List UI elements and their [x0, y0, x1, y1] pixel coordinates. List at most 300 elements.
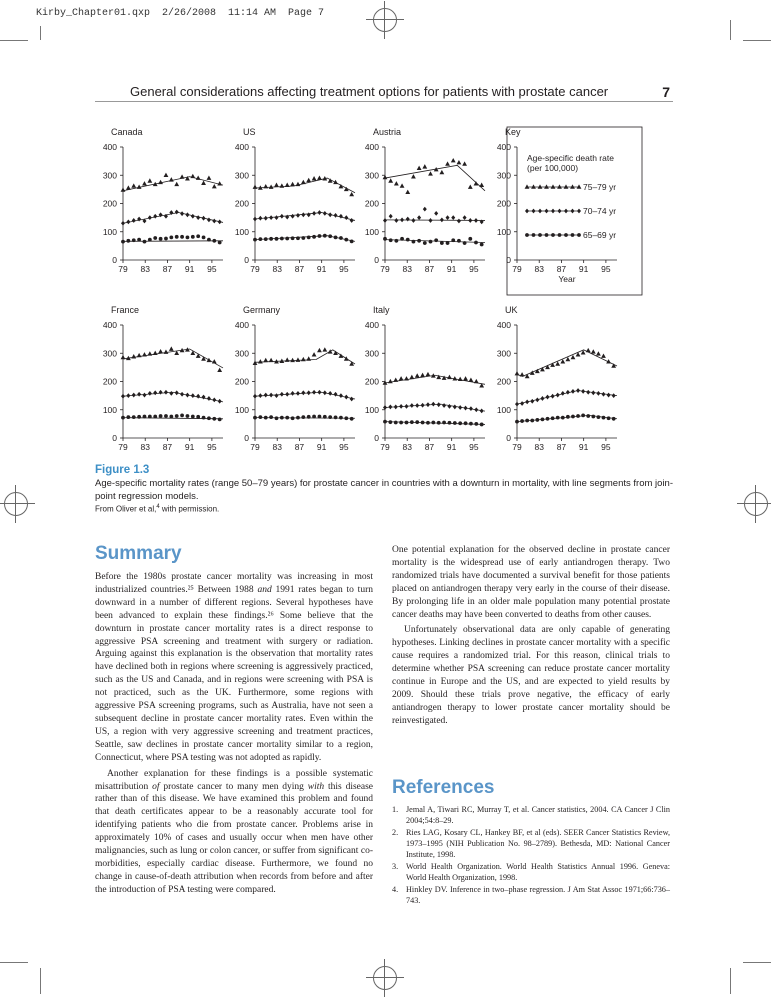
data-point	[269, 415, 273, 419]
data-point	[426, 372, 431, 376]
data-point	[153, 390, 157, 395]
data-point	[339, 214, 343, 219]
registration-mark	[373, 966, 397, 990]
data-point	[280, 214, 284, 219]
data-point	[153, 236, 157, 240]
data-point	[426, 402, 430, 407]
legend-marker	[545, 209, 549, 214]
x-tick-label: 91	[446, 442, 457, 452]
key-heading: Age-specific death rate	[527, 153, 614, 163]
data-point	[388, 178, 393, 182]
legend-label: 70–74 yr	[583, 206, 617, 216]
data-point	[296, 213, 300, 218]
data-point	[451, 215, 455, 220]
data-point	[153, 351, 158, 355]
data-point	[296, 391, 300, 396]
data-point	[417, 239, 421, 243]
x-tick-label: 83	[140, 442, 150, 452]
data-point	[291, 214, 295, 219]
data-point	[186, 414, 190, 418]
data-point	[423, 207, 427, 212]
data-point	[312, 211, 316, 216]
data-point	[417, 166, 422, 170]
data-point	[421, 421, 425, 425]
data-point	[457, 160, 462, 164]
x-tick-label: 83	[272, 442, 282, 452]
y-tick-label: 300	[234, 348, 249, 359]
data-point	[334, 236, 338, 240]
x-tick-label: 79	[250, 264, 260, 274]
x-tick-label: 95	[601, 264, 611, 274]
data-point	[328, 234, 332, 238]
data-point	[596, 391, 600, 396]
data-point	[394, 218, 398, 223]
y-tick-label: 100	[364, 404, 379, 415]
data-point	[207, 416, 211, 420]
data-point	[388, 379, 393, 383]
data-point	[142, 181, 147, 185]
data-point	[464, 406, 468, 411]
data-point	[383, 405, 387, 410]
data-point	[328, 391, 332, 396]
x-tick-label: 79	[512, 442, 522, 452]
y-tick-label: 400	[102, 320, 117, 330]
registration-mark	[373, 8, 397, 32]
data-point	[202, 416, 206, 420]
data-point	[148, 415, 152, 419]
data-point	[148, 238, 152, 242]
data-point	[530, 399, 534, 404]
data-point	[253, 185, 258, 189]
legend-marker	[577, 209, 581, 214]
data-point	[312, 352, 317, 356]
y-tick-label: 100	[102, 404, 117, 415]
data-point	[180, 392, 184, 397]
data-point	[312, 390, 316, 395]
data-point	[339, 236, 343, 240]
y-tick-label: 200	[364, 376, 379, 387]
data-point	[404, 404, 408, 409]
data-point	[474, 241, 478, 245]
x-tick-label: 87	[556, 264, 567, 274]
data-point	[434, 211, 438, 216]
data-point	[121, 416, 125, 420]
y-tick-label: 400	[234, 320, 249, 330]
data-point	[409, 375, 414, 379]
x-tick-label: 87	[556, 442, 567, 452]
data-point	[383, 237, 387, 241]
data-point	[191, 415, 195, 419]
data-point	[159, 414, 163, 418]
data-point	[207, 238, 211, 242]
crop-mark	[730, 20, 731, 40]
panel-title: Germany	[243, 305, 281, 315]
data-point	[394, 181, 399, 185]
data-point	[291, 391, 295, 396]
data-point	[169, 415, 173, 419]
x-tick-label: 79	[380, 442, 390, 452]
data-point	[334, 415, 338, 419]
data-point	[551, 394, 555, 399]
data-point	[301, 180, 306, 184]
chart-panel-france	[103, 305, 223, 452]
data-point	[566, 390, 570, 395]
data-point	[217, 368, 222, 372]
data-point	[290, 182, 295, 186]
data-point	[453, 421, 457, 425]
data-point	[344, 416, 348, 420]
data-point	[196, 394, 200, 399]
data-point	[312, 415, 316, 419]
data-point	[269, 358, 274, 362]
data-point	[269, 393, 273, 398]
reference-number: 3.	[392, 862, 399, 871]
data-point	[306, 178, 311, 182]
data-point	[410, 420, 414, 424]
key-heading: (per 100,000)	[527, 163, 579, 173]
x-tick-label: 83	[534, 264, 544, 274]
legend-marker	[525, 209, 529, 214]
data-point	[515, 420, 519, 424]
reference-list	[392, 804, 670, 907]
data-point	[350, 239, 354, 243]
data-point	[520, 372, 525, 376]
figure-label: Figure 1.3	[95, 464, 150, 476]
data-point	[285, 183, 290, 187]
regression-line	[255, 178, 355, 193]
crop-mark	[730, 968, 731, 994]
data-point	[601, 353, 606, 357]
data-point	[442, 376, 447, 380]
data-point	[400, 217, 404, 222]
x-tick-label: 95	[469, 442, 479, 452]
data-point	[307, 390, 311, 395]
data-point	[399, 421, 403, 425]
data-point	[169, 177, 174, 181]
data-point	[279, 183, 284, 187]
data-point	[530, 419, 534, 423]
data-point	[164, 237, 168, 241]
data-point	[440, 217, 444, 222]
data-point	[258, 216, 262, 221]
chart-panel-canada	[103, 127, 223, 274]
x-tick-label: 79	[118, 442, 128, 452]
crop-mark	[0, 40, 28, 41]
data-point	[546, 417, 550, 421]
data-point	[571, 389, 575, 394]
data-point	[546, 395, 550, 400]
y-tick-label: 200	[234, 198, 249, 209]
print-slug: Kirby_Chapter01.qxp 2/26/2008 11:14 AM Page 7	[36, 8, 325, 19]
data-point	[400, 183, 405, 187]
data-point	[457, 239, 461, 243]
data-point	[464, 421, 468, 425]
y-tick-label: 200	[496, 198, 511, 209]
data-point	[185, 393, 189, 398]
data-point	[121, 221, 125, 226]
summary-left-column	[95, 571, 373, 897]
legend-marker	[558, 233, 562, 237]
y-tick-label: 0	[374, 255, 379, 265]
data-point	[180, 211, 184, 216]
data-point	[212, 417, 216, 421]
data-point	[520, 401, 524, 406]
data-point	[323, 390, 327, 395]
x-tick-label: 83	[140, 264, 150, 274]
y-tick-label: 0	[506, 255, 511, 265]
data-point	[586, 390, 590, 395]
data-point	[597, 415, 601, 419]
y-tick-label: 100	[102, 226, 117, 237]
registration-mark	[744, 492, 768, 516]
y-tick-label: 0	[112, 255, 117, 265]
reference-text: Hinkley DV. Inference in two–phase regression. J Am Stat Assoc 1971;66:736–743.	[406, 885, 670, 905]
data-point	[428, 218, 432, 223]
data-point	[196, 215, 200, 220]
data-point	[258, 237, 262, 241]
data-point	[253, 238, 257, 242]
data-point	[147, 351, 152, 355]
data-point	[263, 358, 268, 362]
x-tick-label: 79	[380, 264, 390, 274]
data-point	[201, 356, 206, 360]
data-point	[607, 416, 611, 420]
reference-number: 1.	[392, 805, 399, 814]
data-point	[545, 365, 550, 369]
data-point	[389, 214, 393, 219]
data-point	[535, 397, 539, 402]
data-point	[164, 350, 169, 354]
data-point	[274, 393, 278, 398]
y-tick-label: 300	[234, 170, 249, 181]
x-tick-label: 95	[601, 442, 611, 452]
y-tick-label: 300	[364, 348, 379, 359]
data-point	[451, 238, 455, 242]
y-tick-label: 300	[102, 170, 117, 181]
data-point	[463, 241, 467, 245]
crop-mark	[40, 968, 41, 994]
chart-key	[497, 127, 642, 295]
data-point	[612, 393, 616, 398]
references-heading: References	[392, 777, 495, 798]
data-point	[317, 210, 321, 215]
x-tick-label: 87	[424, 442, 435, 452]
data-point	[269, 215, 273, 220]
panel-title: UK	[505, 305, 518, 315]
registration-mark	[4, 492, 28, 516]
data-point	[423, 241, 427, 245]
data-point	[447, 404, 451, 409]
data-point	[540, 367, 545, 371]
data-point	[132, 238, 136, 242]
data-point	[411, 218, 415, 223]
data-point	[148, 215, 152, 220]
data-point	[350, 397, 354, 402]
panel-title: Canada	[111, 127, 143, 137]
data-point	[275, 237, 279, 241]
data-point	[212, 184, 217, 188]
data-point	[137, 392, 141, 397]
data-point	[207, 396, 211, 401]
data-point	[328, 212, 332, 217]
running-head-title: General considerations affecting treatment options for patients with prostate cancer	[130, 84, 609, 99]
data-point	[169, 236, 173, 240]
data-point	[406, 238, 410, 242]
data-point	[164, 414, 168, 418]
data-point	[121, 187, 126, 191]
data-point	[581, 414, 585, 418]
data-point	[317, 348, 322, 352]
data-point	[602, 416, 606, 420]
data-point	[126, 239, 130, 243]
data-point	[323, 234, 327, 238]
data-point	[383, 420, 387, 424]
x-tick-label: 87	[294, 442, 305, 452]
data-point	[480, 243, 484, 247]
data-point	[207, 217, 211, 222]
data-point	[535, 418, 539, 422]
data-point	[207, 358, 212, 362]
legend-marker	[571, 209, 575, 214]
data-point	[175, 390, 179, 395]
data-point	[285, 416, 289, 420]
data-point	[301, 212, 305, 217]
data-point	[274, 183, 279, 187]
reference-item	[392, 884, 670, 906]
legend-marker	[551, 233, 555, 237]
legend-marker	[564, 233, 568, 237]
data-point	[126, 185, 131, 189]
data-point	[448, 421, 452, 425]
data-point	[121, 240, 125, 244]
data-point	[328, 415, 332, 419]
data-point	[541, 417, 545, 421]
panel-title: Key	[505, 127, 521, 137]
data-point	[388, 405, 392, 410]
crop-mark	[0, 962, 28, 963]
panel-title: France	[111, 305, 140, 315]
data-point	[202, 236, 206, 240]
x-tick-label: 79	[118, 264, 128, 274]
data-point	[322, 347, 327, 351]
data-point	[121, 394, 125, 399]
x-tick-label: 83	[402, 442, 412, 452]
data-point	[404, 376, 409, 380]
data-point	[131, 183, 136, 187]
data-point	[164, 173, 169, 177]
data-point	[469, 406, 473, 411]
data-point	[556, 416, 560, 420]
data-point	[174, 182, 179, 186]
data-point	[253, 394, 257, 399]
y-tick-label: 400	[496, 142, 511, 152]
data-point	[612, 417, 616, 421]
data-point	[137, 415, 141, 419]
x-tick-label: 95	[339, 264, 349, 274]
data-point	[469, 422, 473, 426]
data-point	[318, 415, 322, 419]
data-point	[566, 415, 570, 419]
reference-number: 2.	[392, 828, 399, 837]
data-point	[591, 415, 595, 419]
panel-title: US	[243, 127, 256, 137]
summary-paragraph: Another explanation for these findings is a possible systematic misattribution of prostate cancer to many men dying with this disease rather than of this disease. We have examined this problem and found that death certificates appear to be a reasonably accurate tool for identifying patients who die from prostate cancer. Problems arise in approximately 10% of cases and usually occur when men have other malignancies, such as lung or colon cancer, or suffer from significant co-morbidities, especially cardiac disease. Furthermore, we found no change in cause-of-death attribution when records from before and after the introduction of PSA testing were compared.	[95, 768, 373, 895]
x-tick-label: 87	[162, 264, 173, 274]
data-point	[591, 390, 595, 395]
data-point	[318, 234, 322, 238]
data-point	[291, 236, 295, 240]
data-point	[280, 392, 284, 397]
data-point	[143, 415, 147, 419]
data-point	[412, 240, 416, 244]
data-point	[451, 158, 456, 162]
data-point	[474, 181, 479, 185]
data-point	[264, 216, 268, 221]
data-point	[263, 184, 268, 188]
data-point	[196, 175, 201, 179]
data-point	[212, 359, 217, 363]
data-point	[190, 174, 195, 178]
data-point	[388, 420, 392, 424]
y-tick-label: 100	[234, 404, 249, 415]
data-point	[218, 219, 222, 224]
data-point	[159, 237, 163, 241]
data-point	[164, 390, 168, 395]
data-point	[406, 217, 410, 222]
x-tick-label: 95	[207, 442, 217, 452]
legend-marker	[532, 209, 536, 214]
data-point	[218, 417, 222, 421]
regression-line	[123, 349, 223, 368]
data-point	[411, 174, 416, 178]
data-point	[581, 389, 585, 394]
data-point	[196, 415, 200, 419]
legend-marker	[525, 233, 529, 237]
mortality-figure	[95, 122, 665, 462]
data-point	[446, 215, 450, 220]
data-point	[201, 181, 206, 185]
data-point	[571, 415, 575, 419]
reference-text: Jemal A, Tiwari RC, Murray T, et al. Cancer statistics, 2004. CA Cancer J Clin 2004;54:8–29.	[406, 805, 670, 825]
data-point	[253, 361, 258, 365]
data-point	[290, 358, 295, 362]
legend-marker	[532, 233, 536, 237]
data-point	[576, 388, 580, 393]
data-point	[525, 399, 529, 404]
data-point	[132, 218, 136, 223]
data-point	[389, 238, 393, 242]
data-point	[153, 415, 157, 419]
reference-item	[392, 861, 670, 883]
x-tick-label: 95	[469, 264, 479, 274]
legend-label: 75–79 yr	[583, 182, 617, 192]
data-point	[218, 399, 222, 404]
data-point	[525, 374, 530, 378]
data-point	[344, 395, 348, 400]
data-point	[328, 349, 333, 353]
data-point	[415, 420, 419, 424]
data-point	[474, 422, 478, 426]
data-point	[296, 236, 300, 240]
data-point	[446, 241, 450, 245]
data-point	[191, 235, 195, 239]
key-x-axis-label: Year	[558, 274, 576, 284]
data-point	[285, 392, 289, 397]
data-point	[175, 414, 179, 418]
y-tick-label: 100	[496, 404, 511, 415]
data-point	[274, 215, 278, 220]
data-point	[417, 215, 421, 220]
